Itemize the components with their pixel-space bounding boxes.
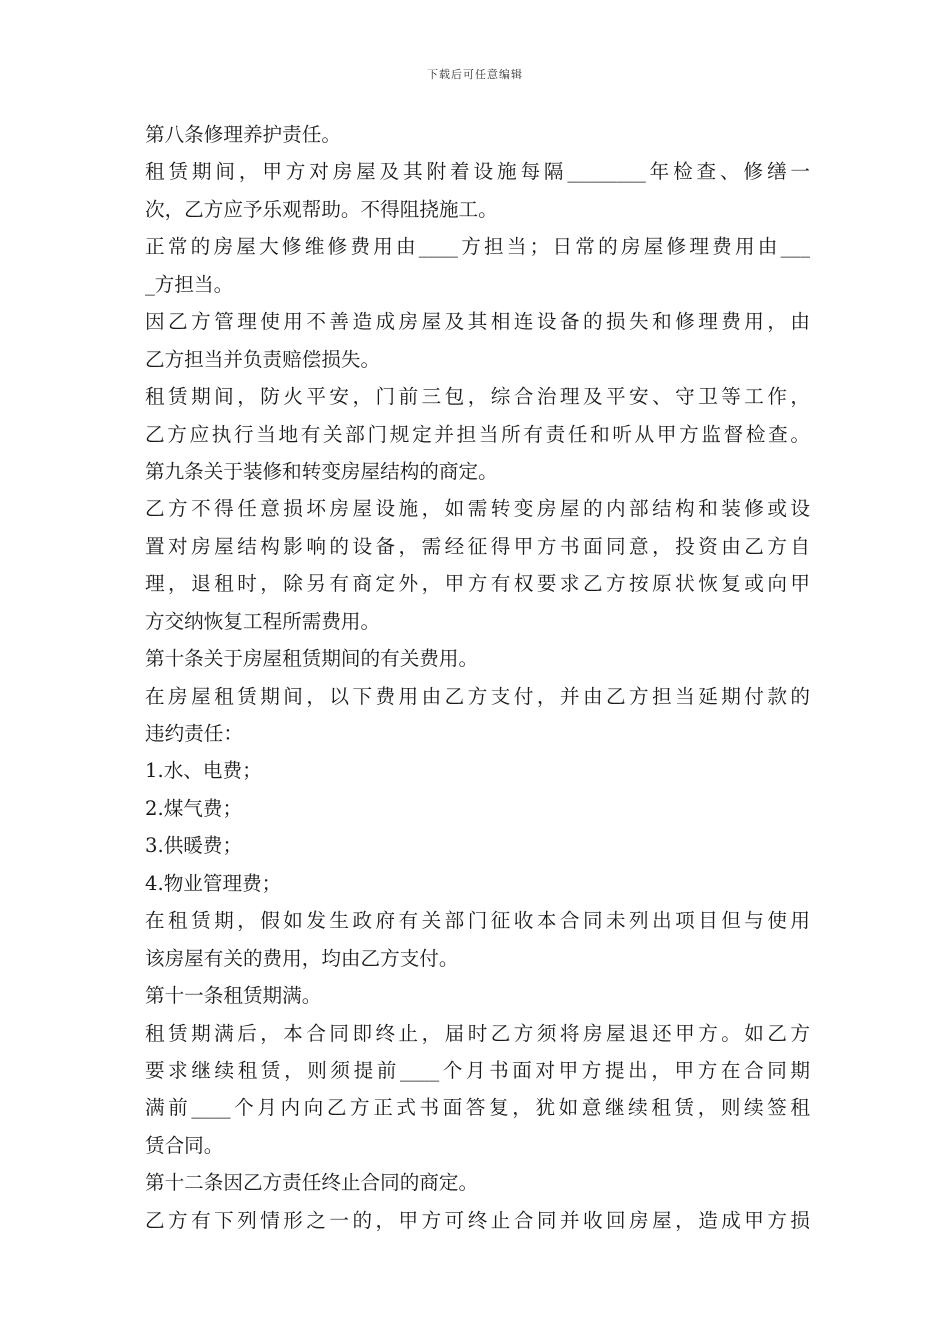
text-line: 租赁期满后，本合同即终止，届时乙方须将房屋退还甲方。如乙方 bbox=[145, 1021, 810, 1045]
text-line: 第十一条租赁期满。 bbox=[145, 984, 322, 1008]
text-line: _方担当。 bbox=[145, 272, 234, 296]
text-line: 第八条修理养护责任。 bbox=[145, 123, 341, 146]
document-body bbox=[145, 116, 810, 1239]
text-line: 置对房屋结构影响的设备，需经征得甲方书面同意，投资由乙方自 bbox=[145, 534, 810, 558]
text-line: 租赁期间，甲方对房屋及其附着设施每隔________年检查、修缮一 bbox=[145, 160, 810, 184]
page-header-note: 下载后可任意编辑 bbox=[427, 68, 523, 81]
text-line: 乙方不得任意损坏房屋设施，如需转变房屋的内部结构和装修或设 bbox=[145, 497, 810, 521]
text-line: 正常的房屋大修维修费用由____方担当；日常的房屋修理费用由___ bbox=[145, 235, 810, 259]
text-line: 第九条关于装修和转变房屋结构的商定。 bbox=[145, 459, 498, 483]
text-line: 要求继续租赁，则须提前____个月书面对甲方提出，甲方在合同期 bbox=[145, 1058, 810, 1082]
text-line: 乙方应执行当地有关部门规定并担当所有责任和听从甲方监督检查。 bbox=[145, 422, 810, 446]
text-line: 次，乙方应予乐观帮助。不得阻挠施工。 bbox=[145, 197, 498, 221]
text-line: 理，退租时，除另有商定外，甲方有权要求乙方按原状恢复或向甲 bbox=[145, 572, 810, 596]
text-line: 该房屋有关的费用，均由乙方支付。 bbox=[145, 946, 459, 970]
text-line: 第十条关于房屋租赁期间的有关费用。 bbox=[145, 647, 479, 671]
text-line: 乙方有下列情形之一的，甲方可终止合同并收回房屋，造成甲方损 bbox=[145, 1208, 810, 1232]
text-line: 乙方担当并负责赔偿损失。 bbox=[145, 347, 381, 371]
text-line: 3.供暖费； bbox=[145, 834, 243, 858]
text-line: 赁合同。 bbox=[145, 1133, 224, 1157]
text-line: 1.水、电费； bbox=[145, 759, 262, 783]
text-line: 4.物业管理费； bbox=[145, 871, 282, 895]
text-line: 在租赁期，假如发生政府有关部门征收本合同未列出项目但与使用 bbox=[145, 909, 810, 933]
text-line: 因乙方管理使用不善造成房屋及其相连设备的损失和修理费用，由 bbox=[145, 310, 810, 334]
text-line: 方交纳恢复工程所需费用。 bbox=[145, 609, 381, 633]
text-line: 租赁期间，防火平安，门前三包，综合治理及平安、守卫等工作， bbox=[145, 385, 810, 409]
text-line: 2.煤气费； bbox=[145, 796, 243, 820]
text-line: 在房屋租赁期间，以下费用由乙方支付，并由乙方担当延期付款的 bbox=[145, 684, 810, 708]
text-line: 第十二条因乙方责任终止合同的商定。 bbox=[145, 1171, 479, 1195]
text-line: 违约责任： bbox=[145, 722, 243, 745]
text-line: 满前____个月内向乙方正式书面答复，犹如意继续租赁，则续签租 bbox=[145, 1096, 810, 1120]
